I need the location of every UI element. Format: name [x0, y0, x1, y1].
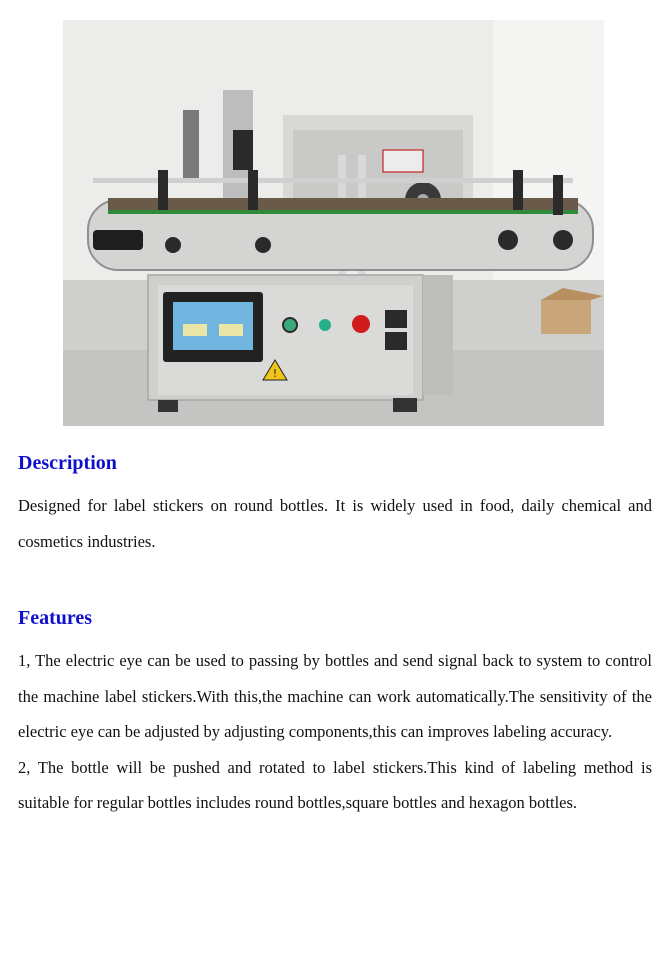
feature-item: 1, The electric eye can be used to passing by bottles and send signal back to system to control the machine label stickers.With this,the machine can work automatically.The sensitivity of the electric eye can be adjusted by adjusting components,this can improves labeling accuracy.: [18, 651, 652, 741]
feature-item: 2, The bottle will be pushed and rotated to label stickers.This kind of labeling method is suitable for regular bottles includes round bottles,square bottles and hexagon bottles.: [18, 757, 652, 812]
features-list: [18, 643, 652, 821]
product-photo: [63, 20, 604, 426]
description-text: Designed for label stickers on round bottles. It is widely used in food, daily chemical and cosmetics industries.: [18, 496, 652, 551]
labeling-machine-image: [63, 20, 604, 426]
svg-text:!: !: [272, 367, 278, 380]
description-heading: Description: [18, 452, 117, 474]
features-heading: Features: [18, 607, 93, 629]
